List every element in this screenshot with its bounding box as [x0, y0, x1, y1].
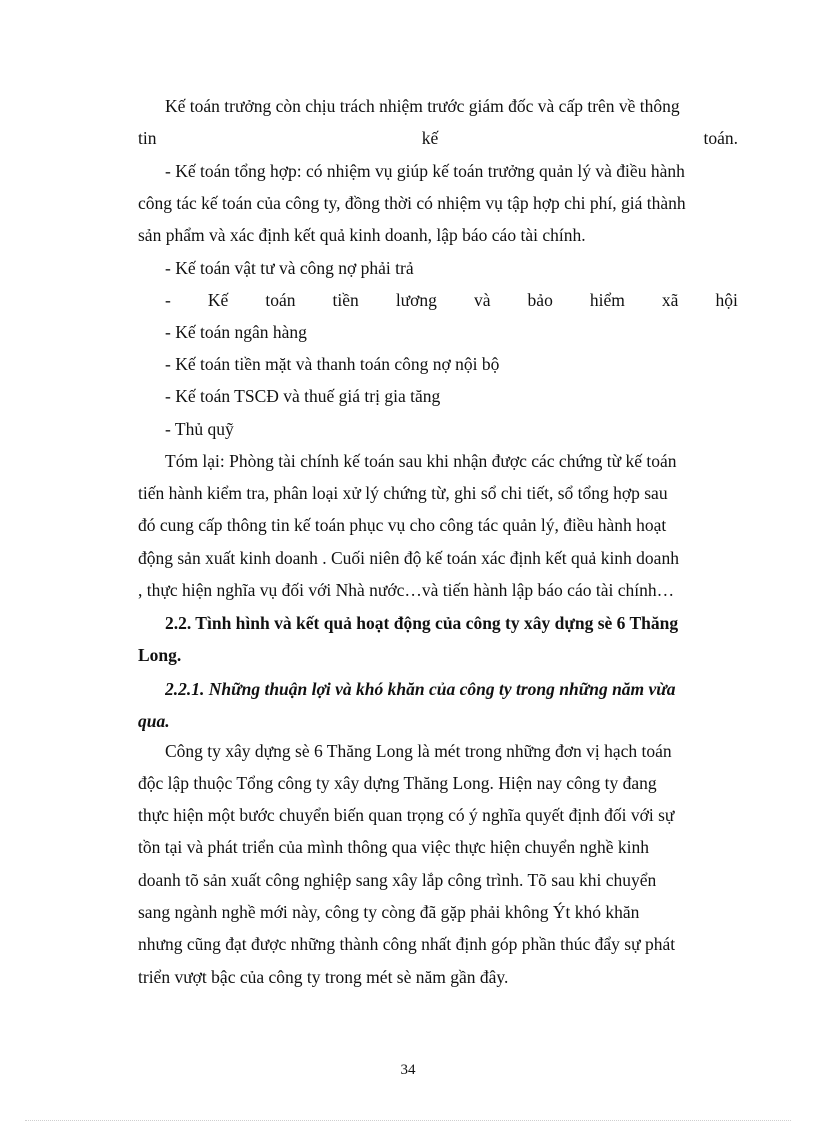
- word: kế: [421, 128, 439, 148]
- text-line: , thực hiện nghĩa vụ đối với Nhà nước…và tiến hành lập báo cáo tài chính…: [138, 580, 675, 600]
- list-item: - Kế toán vật tư và công nợ phải trả: [165, 258, 414, 278]
- word: lương: [395, 290, 437, 310]
- text-line: triển vượt bậc của công ty trong mét sè năm gần đây.: [138, 967, 509, 987]
- word: hội: [715, 290, 738, 310]
- text-line: Công ty xây dựng sè 6 Thăng Long là mét trong những đơn vị hạch toán: [165, 741, 672, 761]
- text-line: tồn tại và phát triển của mình thông qua việc thực hiện chuyển nghề kinh: [138, 837, 650, 857]
- text-line-justified: [138, 126, 738, 150]
- text-line: tiến hành kiểm tra, phân loại xử lý chứng từ, ghi sổ chi tiết, sổ tổng hợp sau: [138, 483, 668, 503]
- list-item: - Kế toán tiền mặt và thanh toán công nợ nội bộ: [165, 354, 500, 374]
- word: xã: [661, 290, 679, 310]
- list-item: - Thủ quỹ: [165, 419, 234, 439]
- list-item: - Kế toán TSCĐ và thuế giá trị gia tăng: [165, 386, 441, 406]
- text-line: Kế toán trưởng còn chịu trách nhiệm trước giám đốc và cấp trên về thông: [165, 96, 680, 116]
- word: tin: [138, 128, 157, 148]
- text-line: độc lập thuộc Tổng công ty xây dựng Thăng Long. Hiện nay công ty đang: [138, 773, 657, 793]
- text-line: động sản xuất kinh doanh . Cuối niên độ kế toán xác định kết quả kinh doanh: [138, 548, 679, 568]
- text-line: - Kế toán tổng hợp: có nhiệm vụ giúp kế toán trưởng quản lý và điều hành: [165, 161, 685, 181]
- word: toán: [265, 290, 296, 310]
- text-line: đó cung cấp thông tin kế toán phục vụ cho công tác quản lý, điều hành hoạt: [138, 515, 667, 535]
- text-line: doanh tõ sản xuất công nghiệp sang xây lắp công trình. Tõ sau khi chuyển: [138, 870, 657, 890]
- list-item: - Kế toán ngân hàng: [165, 322, 307, 342]
- subsection-heading-cont: qua.: [138, 711, 170, 731]
- word: -: [165, 290, 171, 310]
- text-line: nhưng cũng đạt được những thành công nhất định góp phần thúc đẩy sự phát: [138, 934, 676, 954]
- section-heading: 2.2. Tình hình và kết quả hoạt động của công ty xây dựng sè 6 Thăng: [165, 613, 679, 633]
- word: tiền: [332, 290, 359, 310]
- text-line: sản phẩm và xác định kết quả kinh doanh, lập báo cáo tài chính.: [138, 225, 586, 245]
- list-item-justified: [165, 288, 738, 312]
- text-line: công tác kế toán của công ty, đồng thời có nhiệm vụ tập hợp chi phí, giá thành: [138, 193, 686, 213]
- text-line: sang ngành nghề mới này, công ty còng đã gặp phải không Ýt khó khăn: [138, 902, 640, 922]
- text-line: Tóm lại: Phòng tài chính kế toán sau khi nhận được các chứng từ kế toán: [165, 451, 677, 471]
- word: Kế: [207, 290, 229, 310]
- word: và: [473, 290, 491, 310]
- word: toán.: [703, 128, 738, 148]
- page-border: [25, 1120, 791, 1121]
- text-line: thực hiện một bước chuyển biến quan trọng có ý nghĩa quyết định đối với sự: [138, 805, 675, 825]
- word: hiểm: [589, 290, 625, 310]
- page-number: 34: [400, 1062, 416, 1078]
- section-heading-cont: Long.: [138, 645, 182, 665]
- word: bảo: [527, 290, 553, 310]
- subsection-heading: 2.2.1. Những thuận lợi và khó khăn của công ty trong những năm vừa: [165, 679, 676, 699]
